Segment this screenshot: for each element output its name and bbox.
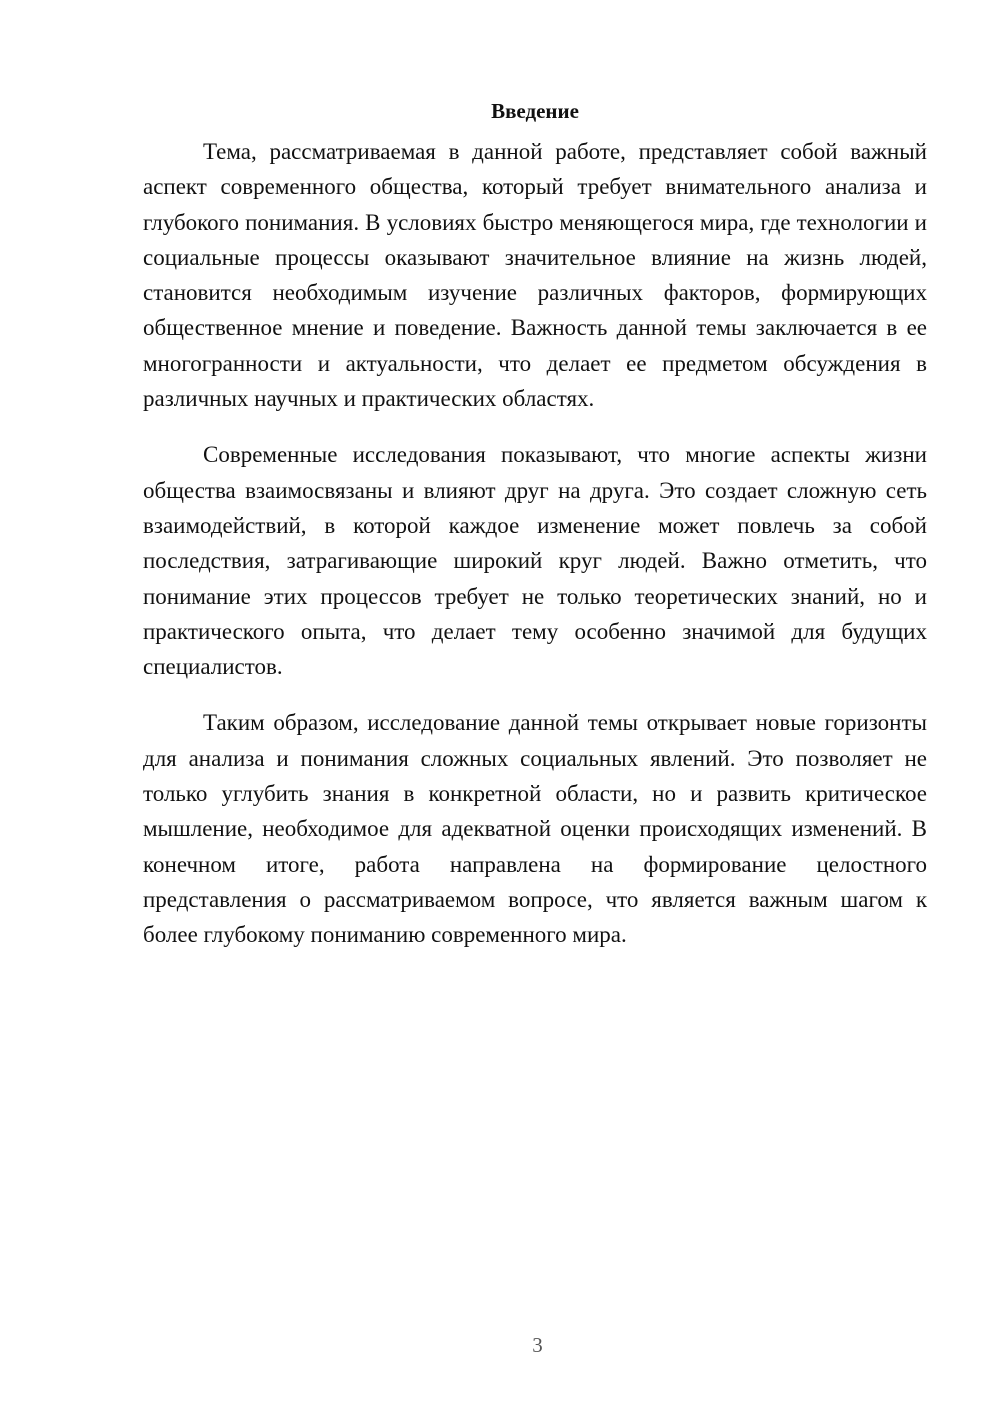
paragraph-1: Тема, рассматриваемая в данной работе, представляет собой важный аспект современного общества, который требует внимательного анализа и глубокого понимания. В условиях быстро меняющегося мира, где технологии и социальные процессы оказывают значительное влияние на жизнь людей, становится необходимым изучение различных факторов, формирующих общественное мнение и поведение. Важность данной темы заключается в ее многогранности и актуальности, что делает ее предметом обсуждения в различных научных и практических областях. (143, 139, 927, 412)
page-content (143, 96, 927, 974)
section-title: Введение (491, 99, 579, 123)
paragraph-3: Таким образом, исследование данной темы открывает новые горизонты для анализа и понимания сложных социальных явлений. Это позволяет не только углубить знания в конкретной области, но и развить критическое мышление, необходимое для адекватной оценки происходящих изменений. В конечном итоге, работа направлена на формирование целостного представления о рассматриваемом вопросе, что является важным шагом к более глубокому пониманию современного мира. (143, 710, 927, 948)
paragraph-2: Современные исследования показывают, что многие аспекты жизни общества взаимосвязаны и влияют друг на друга. Это создает сложную сеть взаимодействий, в которой каждое изменение может повлечь за собой последствия, затрагивающие широкий круг людей. Важно отметить, что понимание этих процессов требует не только теоретических знаний, но и практического опыта, что делает тему особенно значимой для будущих специалистов. (143, 442, 927, 680)
page-number: 3 (532, 1333, 543, 1357)
